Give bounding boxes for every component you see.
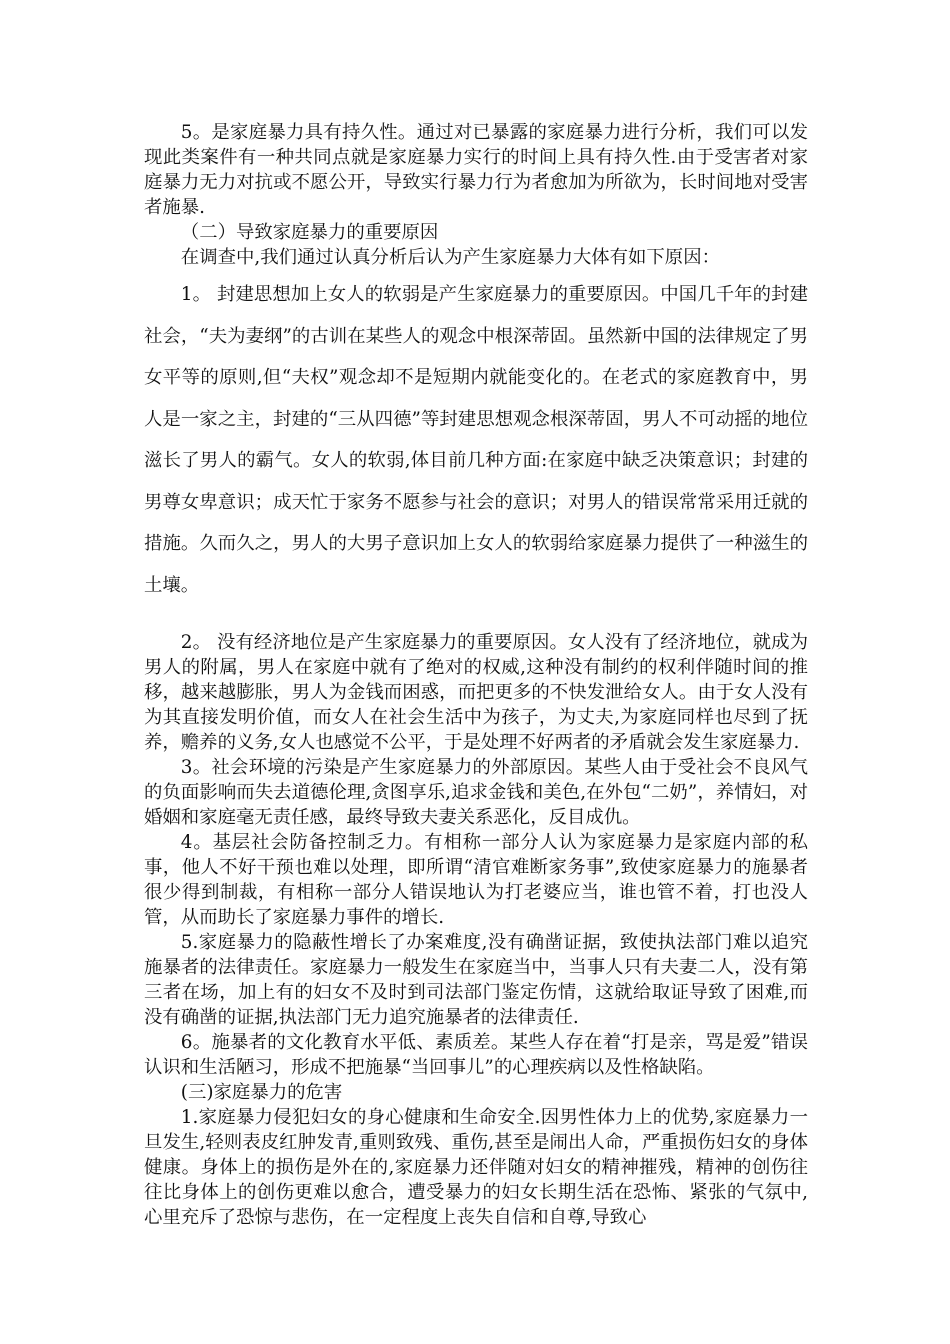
paragraph-gap — [144, 606, 808, 630]
paragraph-cause-economic: 2。 没有经济地位是产生家庭暴力的重要原因。女人没有了经济地位，就成为男人的附属，男人在家庭中就有了绝对的权威,这种没有制约的权利伴随时间的推移，越来越膨胀，男人为金钱而困惑，而把更多的不快发泄给女人。由于女人没有为其直接发明价值，而女人在社会生活中为孩子，为丈夫,为家庭同样也尽到了抚养，赡养的义务,女人也感觉不公平，于是处理不好两者的矛盾就会发生家庭暴力. — [144, 632, 808, 753]
paragraph-cause-feudal: 1。 封建思想加上女人的软弱是产生家庭暴力的重要原因。中国几千年的封建社会，“夫为妻纲”的古训在某些人的观念中根深蒂固。虽然新中国的法律规定了男女平等的原则,但“夫权”观念却不是短期内就能变化的。在老式的家庭教育中，男人是一家之主，封建的“三从四德”等封建思想观念根深蒂固，男人不可动摇的地位滋长了男人的霸气。女人的软弱,体目前几种方面:在家庭中缺乏决策意识；封建的男尊女卑意识；成天忙于家务不愿参与社会的意识；对男人的错误常常采用迁就的措施。久而久之，男人的大男子意识加上女人的软弱给家庭暴力提供了一种滋生的土壤。 — [144, 284, 808, 596]
paragraph-cause-education: 6。施暴者的文化教育水平低、素质差。某些人存在着“打是亲，骂是爱”错误认识和生活陋习，形成不把施暴“当回事儿”的心理疾病以及性格缺陷。 — [144, 1032, 808, 1078]
document-page — [144, 120, 808, 1230]
paragraph-persistence: 5。是家庭暴力具有持久性。通过对已暴露的家庭暴力进行分析，我们可以发现此类案件有一种共同点就是家庭暴力实行的时间上具有持久性.由于受害者对家庭暴力无力对抗或不愿公开，导致实行暴力行为者愈加为所欲为，长时间地对受害者施暴. — [144, 122, 808, 218]
section-heading-causes: （二）导致家庭暴力的重要原因 — [180, 222, 439, 243]
paragraph-cause-concealment: 5.家庭暴力的隐蔽性增长了办案难度,没有确凿证据，致使执法部门难以追究施暴者的法律责任。家庭暴力一般发生在家庭当中，当事人只有夫妻二人，没有第三者在场，加上有的妇女不及时到司法部门鉴定伤情，这就给取证导致了困难,而没有确凿的证据,执法部门无力追究施暴者的法律责任. — [144, 932, 808, 1028]
paragraph-cause-prevention: 4。基层社会防备控制乏力。有相称一部分人认为家庭暴力是家庭内部的私事，他人不好干预也难以处理，即所谓“清官难断家务事”,致使家庭暴力的施暴者很少得到制裁，有相称一部分人错误地认为打老婆应当，谁也管不着，打也没人管，从而助长了家庭暴力事件的增长. — [144, 832, 808, 928]
paragraph-causes-intro: 在调查中,我们通过认真分析后认为产生家庭暴力大体有如下原因： — [180, 247, 720, 268]
section-heading-harms: (三)家庭暴力的危害 — [180, 1082, 343, 1103]
paragraph-harm-health: 1.家庭暴力侵犯妇女的身心健康和生命安全.因男性体力上的优势,家庭暴力一旦发生,轻则表皮红肿发青,重则致残、重伤,甚至是闹出人命，严重损伤妇女的身体健康。身体上的损伤是外在的,家庭暴力还伴随对妇女的精神摧残，精神的创伤往往比身体上的创伤更难以愈合，遭受暴力的妇女长期生活在恐怖、紧张的气氛中,心里充斥了恐惊与悲伤，在一定程度上丧失自信和自尊,导致心 — [144, 1107, 808, 1228]
paragraph-cause-environment: 3。社会环境的污染是产生家庭暴力的外部原因。某些人由于受社会不良风气的负面影响而失去道德伦理,贪图享乐,追求金钱和美色,在外包“二奶”，养情妇，对婚姻和家庭毫无责任感，最终导致夫妻关系恶化，反目成仇。 — [144, 757, 808, 828]
